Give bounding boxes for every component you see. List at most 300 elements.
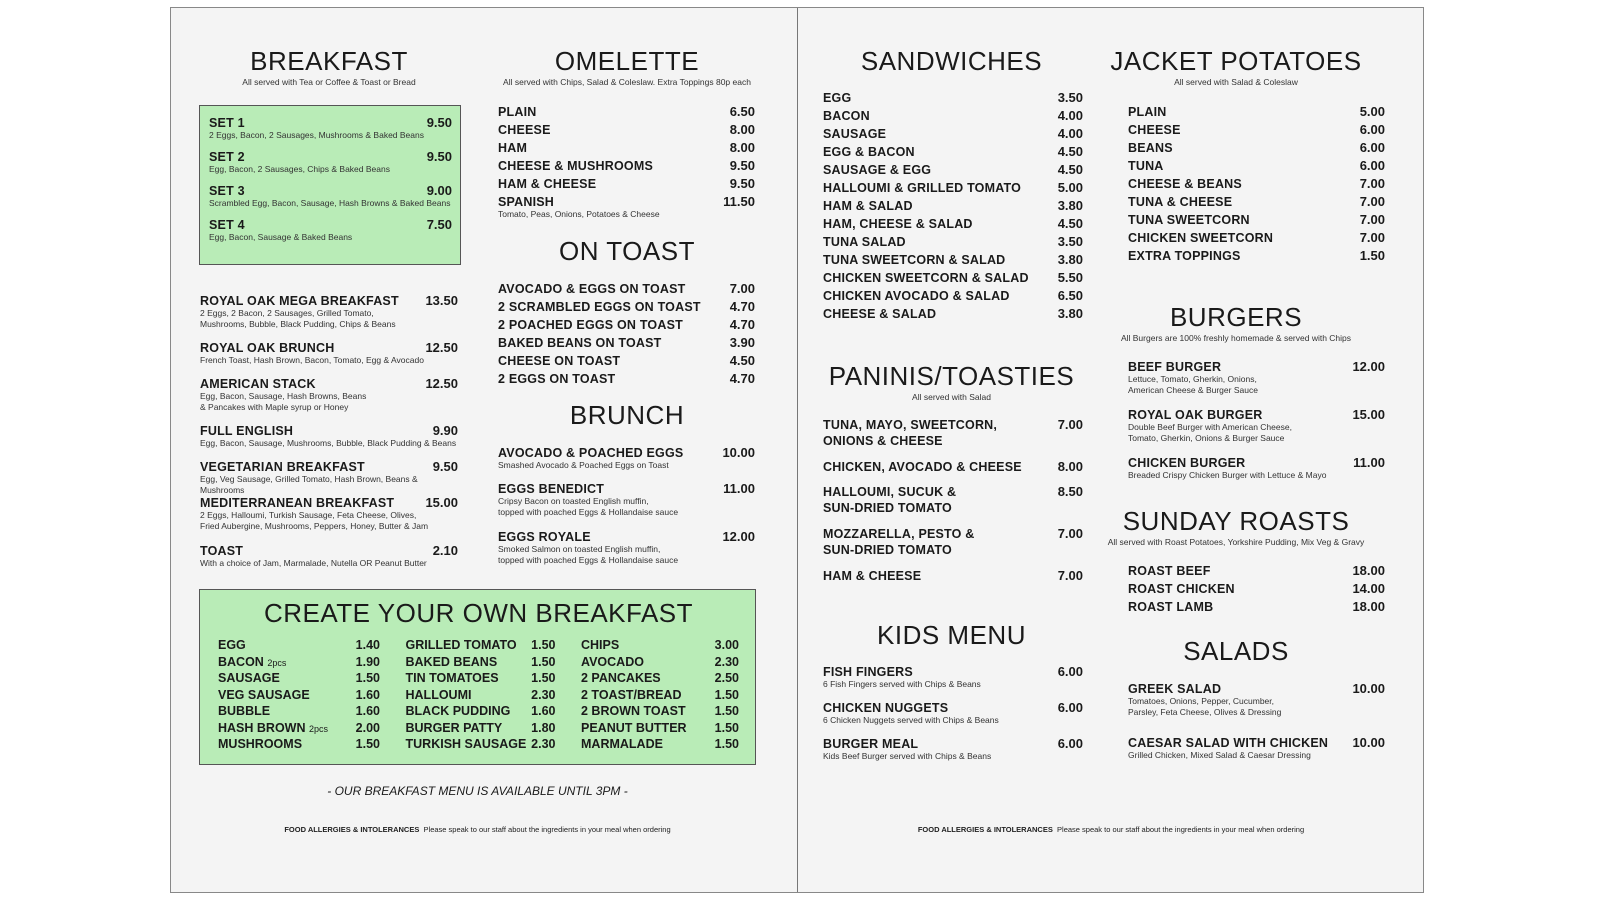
burgers-title: BURGERS	[1169, 302, 1303, 332]
item-name: EXTRA TOPPINGS	[1128, 249, 1241, 263]
sandwich-item	[823, 108, 1083, 126]
sandwich-item	[823, 306, 1083, 324]
jacket-item	[1128, 176, 1385, 194]
item-name: CHEESE & MUSHROOMS	[498, 159, 654, 173]
item-name: CHEESE	[498, 123, 551, 137]
item-desc: Lettuce, Tomato, Gherkin, Onions,	[1128, 374, 1257, 384]
item-price: 5.00	[1359, 104, 1385, 119]
cyo-name: SAUSAGE	[218, 671, 280, 686]
brunch-title: BRUNCH	[569, 400, 685, 430]
jacket-potatoes-subtitle: All served with Salad & Coleslaw	[1174, 77, 1298, 87]
item-price: 18.00	[1352, 599, 1385, 614]
item-name: CHICKEN AVOCADO & SALAD	[823, 289, 1010, 303]
sandwich-item	[823, 180, 1083, 198]
sandwich-item	[823, 270, 1083, 288]
item-price: 5.50	[1057, 270, 1083, 285]
cyo-price: 1.50	[714, 737, 739, 752]
item-name: CHEESE	[1128, 123, 1181, 137]
burger-item	[1128, 407, 1385, 455]
on-toast-item	[498, 371, 755, 389]
item-name: TUNA SWEETCORN	[1128, 213, 1250, 227]
item-name: SAUSAGE	[823, 127, 887, 141]
breakfast-item	[200, 376, 458, 423]
set-item	[209, 115, 452, 141]
item-desc: Fried Aubergine, Mushrooms, Peppers, Honey, Butter & Jam	[200, 521, 429, 531]
cyo-name: EGG	[218, 638, 246, 653]
item-desc: Mushrooms, Bubble, Black Pudding, Chips & Beans	[200, 319, 396, 329]
item-price: 12.00	[1352, 359, 1385, 374]
breakfast-item	[200, 459, 458, 495]
jacket-item	[1128, 248, 1385, 266]
item-desc: Breaded Crispy Chicken Burger with Lettuce & Mayo	[1128, 470, 1327, 480]
item-name: HAM & CHEESE	[823, 569, 922, 583]
item-name: CHICKEN NUGGETS	[823, 701, 949, 715]
cyo-item	[406, 670, 556, 687]
kids-item	[823, 664, 1083, 700]
on-toast-item	[498, 299, 755, 317]
item-price: 4.50	[729, 353, 755, 368]
cyo-price: 1.60	[531, 704, 556, 719]
brunch-item	[498, 529, 755, 566]
roast-item	[1128, 563, 1385, 581]
item-price: 6.00	[1359, 140, 1385, 155]
salads-title: SALADS	[1183, 636, 1289, 666]
item-name: ROYAL OAK BURGER	[1128, 408, 1263, 422]
cyo-item	[581, 736, 739, 753]
item-desc: Kids Beef Burger served with Chips & Beans	[823, 751, 992, 761]
cyo-item	[406, 703, 556, 720]
item-name: EGGS ROYALE	[498, 530, 591, 544]
item-price: 4.50	[1057, 162, 1083, 177]
item-price: 7.00	[1359, 230, 1385, 245]
item-name: HAM & CHEESE	[498, 177, 597, 191]
cyo-column	[406, 637, 556, 753]
item-price: 7.00	[1057, 417, 1083, 432]
brunch-item	[498, 445, 755, 481]
salads-list	[1128, 681, 1385, 761]
cyo-name: CHIPS	[581, 638, 620, 653]
item-name: CAESAR SALAD WITH CHICKEN	[1128, 736, 1329, 750]
cyo-name: VEG SAUSAGE	[218, 687, 310, 702]
jacket-item	[1128, 140, 1385, 158]
jacket-item	[1128, 230, 1385, 248]
item-price: 13.50	[425, 293, 458, 308]
kids-item	[823, 700, 1083, 736]
sandwich-item	[823, 234, 1083, 252]
item-price: 8.00	[729, 122, 755, 137]
cyo-item	[581, 687, 739, 704]
item-name: HAM	[498, 141, 528, 155]
item-price: 9.50	[729, 158, 755, 173]
cyo-name: PEANUT BUTTER	[581, 720, 687, 735]
item-price: 7.00	[1057, 568, 1083, 583]
item-name: TUNA, MAYO, SWEETCORN,	[823, 418, 998, 432]
item-price: 4.70	[729, 317, 755, 332]
item-price: 12.00	[722, 529, 755, 544]
allergy-footer-right	[821, 825, 1401, 834]
item-price: 12.50	[425, 340, 458, 355]
item-name: CHEESE & SALAD	[823, 307, 937, 321]
panini-item	[823, 417, 1083, 459]
item-desc: Egg, Veg Sausage, Grilled Tomato, Hash Brown, Beans & Mushrooms	[200, 474, 418, 495]
item-name: EGG & BACON	[823, 145, 915, 159]
item-desc: Double Beef Burger with American Cheese,	[1128, 422, 1292, 432]
item-name: 2 SCRAMBLED EGGS ON TOAST	[498, 300, 701, 314]
jacket-potatoes-list	[1128, 104, 1385, 266]
cyo-name: 2 PANCAKES	[581, 671, 661, 686]
omelette-item	[498, 122, 755, 140]
item-price: 11.00	[1353, 455, 1385, 470]
paninis-subtitle: All served with Salad	[912, 392, 991, 402]
item-desc: Grilled Chicken, Mixed Salad & Caesar Dressing	[1128, 750, 1311, 760]
item-desc: topped with poached Eggs & Hollandaise sauce	[498, 507, 679, 517]
item-name: BEANS	[1128, 141, 1173, 155]
item-desc: 2 Eggs, Halloumi, Turkish Sausage, Feta Cheese, Olives,	[200, 510, 417, 520]
on-toast-item	[498, 353, 755, 371]
cyo-item	[406, 654, 556, 671]
item-name: BAKED BEANS ON TOAST	[498, 336, 662, 350]
set-price: 9.50	[426, 115, 452, 130]
cyo-item	[406, 637, 556, 654]
item-name: ROAST CHICKEN	[1128, 582, 1235, 596]
omelette-title: OMELETTE	[554, 46, 700, 76]
item-price: 3.50	[1057, 234, 1083, 249]
item-name: ROAST BEEF	[1128, 564, 1211, 578]
item-desc: Cripsy Bacon on toasted English muffin,	[498, 496, 649, 506]
item-name: SPANISH	[498, 195, 555, 209]
jacket-item	[1128, 194, 1385, 212]
item-price: 10.00	[1352, 735, 1385, 750]
item-desc: With a choice of Jam, Marmalade, Nutella OR Peanut Butter	[200, 558, 427, 568]
allergy-footer-left	[199, 825, 756, 834]
sandwich-item	[823, 144, 1083, 162]
item-name: CHEESE & BEANS	[1128, 177, 1242, 191]
item-name: MEDITERRANEAN BREAKFAST	[200, 496, 395, 510]
item-desc: Smashed Avocado & Poached Eggs on Toast	[498, 460, 669, 470]
item-price: 3.50	[1057, 90, 1083, 105]
set-price: 9.50	[426, 149, 452, 164]
panini-item	[823, 484, 1083, 526]
item-price: 11.00	[723, 481, 755, 496]
cyo-price: 3.00	[714, 638, 739, 653]
burgers-list	[1128, 359, 1385, 481]
item-name: TUNA SALAD	[823, 235, 906, 249]
item-desc: & Pancakes with Maple syrup or Honey	[200, 402, 349, 412]
cyo-column	[218, 637, 380, 753]
omelette-item	[498, 140, 755, 158]
item-desc: Smoked Salmon on toasted English muffin,	[498, 544, 661, 554]
set-name: SET 4	[209, 218, 245, 232]
roast-item	[1128, 599, 1385, 617]
jacket-item	[1128, 212, 1385, 230]
cyo-item	[218, 703, 380, 720]
item-name: ROYAL OAK BRUNCH	[200, 341, 335, 355]
item-desc: topped with poached Eggs & Hollandaise sauce	[498, 555, 679, 565]
set-item	[209, 149, 452, 175]
cyo-price: 2.30	[531, 687, 556, 702]
item-price: 9.50	[729, 176, 755, 191]
breakfast-item	[200, 495, 458, 543]
item-name: BURGER MEAL	[823, 737, 919, 751]
menu-spread	[170, 7, 1424, 893]
breakfast-item	[200, 293, 458, 340]
breakfast-item	[200, 423, 458, 459]
item-price: 7.00	[1057, 526, 1083, 541]
sandwich-item	[823, 162, 1083, 180]
cyo-price: 2.30	[714, 654, 739, 669]
item-name: PLAIN	[498, 105, 537, 119]
item-price: 6.50	[1057, 288, 1083, 303]
cyo-item	[218, 670, 380, 687]
cyo-price: 1.50	[355, 671, 380, 686]
jacket-item	[1128, 122, 1385, 140]
item-price: 7.00	[1359, 194, 1385, 209]
sunday-roasts-subtitle: All served with Roast Potatoes, Yorkshire Pudding, Mix Veg & Gravy	[1107, 537, 1365, 547]
allergy-label: FOOD ALLERGIES & INTOLERANCES	[917, 825, 1053, 834]
item-name: EGG	[823, 91, 852, 105]
cyo-item	[581, 654, 739, 671]
jacket-item	[1128, 104, 1385, 122]
item-name: CHICKEN SWEETCORN & SALAD	[823, 271, 1029, 285]
sandwiches-title: SANDWICHES	[860, 46, 1043, 76]
create-your-own-grid	[218, 637, 739, 753]
item-name: AVOCADO & EGGS ON TOAST	[498, 282, 686, 296]
item-desc: French Toast, Hash Brown, Bacon, Tomato, Egg & Avocado	[200, 355, 424, 365]
set-item	[209, 217, 452, 243]
set-desc: Egg, Bacon, Sausage & Baked Beans	[209, 232, 353, 242]
kids-item	[823, 736, 1083, 762]
cyo-note: 2pcs	[308, 723, 328, 734]
cyo-price: 1.50	[355, 737, 380, 752]
item-price: 4.50	[1057, 144, 1083, 159]
sandwich-item	[823, 198, 1083, 216]
item-name: TUNA SWEETCORN & SALAD	[823, 253, 1006, 267]
item-price: 4.50	[1057, 216, 1083, 231]
cyo-name: 2 TOAST/BREAD	[581, 687, 682, 702]
item-desc: 2 Eggs, 2 Bacon, 2 Sausages, Grilled Tomato,	[200, 308, 374, 318]
item-price: 6.00	[1057, 736, 1083, 751]
jacket-potatoes-title: JACKET POTATOES	[1110, 46, 1362, 76]
item-price: 7.00	[1359, 176, 1385, 191]
item-name-line2: ONIONS & CHEESE	[823, 434, 943, 448]
item-price: 11.50	[723, 194, 755, 209]
item-name-line2: SUN-DRIED TOMATO	[823, 543, 952, 557]
cyo-price: 1.60	[355, 704, 380, 719]
set-name: SET 3	[209, 184, 245, 198]
set-menu-box	[199, 105, 461, 265]
on-toast-item	[498, 317, 755, 335]
item-price: 3.80	[1057, 252, 1083, 267]
burgers-subtitle: All Burgers are 100% freshly homemade & served with Chips	[1120, 333, 1352, 343]
cyo-item	[218, 720, 380, 737]
cyo-item	[218, 736, 380, 753]
cyo-item	[406, 720, 556, 737]
item-price: 6.00	[1359, 158, 1385, 173]
item-name: 2 POACHED EGGS ON TOAST	[498, 318, 683, 332]
item-price: 5.00	[1057, 180, 1083, 195]
item-name: HAM, CHEESE & SALAD	[823, 217, 973, 231]
panini-item	[823, 526, 1083, 568]
set-desc: 2 Eggs, Bacon, 2 Sausages, Mushrooms & Baked Beans	[209, 130, 424, 140]
cyo-price: 1.50	[714, 687, 739, 702]
item-name: BACON	[823, 109, 870, 123]
cyo-price: 1.80	[531, 720, 556, 735]
allergy-text: Please speak to our staff about the ingredients in your meal when ordering	[423, 825, 671, 834]
roast-item	[1128, 581, 1385, 599]
cyo-item	[581, 703, 739, 720]
item-name: SAUSAGE & EGG	[823, 163, 932, 177]
item-name: HAM & SALAD	[823, 199, 913, 213]
item-name: AMERICAN STACK	[200, 377, 316, 391]
page-divider	[797, 8, 798, 892]
omelette-item	[498, 194, 755, 220]
breakfast-item	[200, 543, 458, 573]
cyo-name: MARMALADE	[581, 737, 663, 752]
item-name: GREEK SALAD	[1128, 682, 1222, 696]
cyo-name: TIN TOMATOES	[405, 671, 499, 686]
breakfast-list	[200, 293, 458, 573]
item-name: FISH FINGERS	[823, 665, 913, 679]
on-toast-list	[498, 281, 755, 389]
item-name: TOAST	[200, 544, 244, 558]
cyo-price: 2.00	[355, 720, 380, 735]
set-name: SET 1	[209, 116, 245, 130]
cyo-item	[218, 654, 380, 671]
on-toast-item	[498, 335, 755, 353]
item-name: TUNA	[1128, 159, 1164, 173]
item-price: 7.00	[729, 281, 755, 296]
item-name: MOZZARELLA, PESTO &	[823, 527, 975, 541]
set-name: SET 2	[209, 150, 245, 164]
kids-menu-list	[823, 664, 1083, 762]
on-toast-item	[498, 281, 755, 299]
cyo-price: 2.50	[714, 671, 739, 686]
item-desc: Tomato, Peas, Onions, Potatoes & Cheese	[498, 209, 660, 219]
item-price: 3.80	[1057, 306, 1083, 321]
paninis-list	[823, 417, 1083, 588]
item-price: 18.00	[1352, 563, 1385, 578]
cyo-name: BACON	[218, 654, 264, 669]
item-price: 3.90	[729, 335, 755, 350]
cyo-price: 1.60	[355, 687, 380, 702]
item-price: 14.00	[1352, 581, 1385, 596]
item-price: 15.00	[1352, 407, 1385, 422]
item-price: 2.10	[432, 543, 458, 558]
item-name: AVOCADO & POACHED EGGS	[498, 446, 684, 460]
cyo-column	[581, 637, 739, 753]
item-name: HALLOUMI, SUCUK &	[823, 485, 957, 499]
item-desc: Tomato, Gherkin, Onions & Burger Sauce	[1128, 433, 1285, 443]
omelette-subtitle: All served with Chips, Salad & Coleslaw. Extra Toppings 80p each	[503, 77, 751, 87]
item-price: 6.00	[1359, 122, 1385, 137]
sandwich-item	[823, 216, 1083, 234]
on-toast-title: ON TOAST	[559, 236, 695, 266]
cyo-price: 1.40	[355, 638, 380, 653]
cyo-price: 1.50	[714, 720, 739, 735]
item-name: PLAIN	[1128, 105, 1167, 119]
item-name: CHICKEN SWEETCORN	[1128, 231, 1274, 245]
item-desc: Tomatoes, Onions, Pepper, Cucumber,	[1128, 696, 1274, 706]
item-price: 9.90	[432, 423, 458, 438]
omelette-list	[498, 104, 755, 220]
sandwich-item	[823, 252, 1083, 270]
omelette-item	[498, 104, 755, 122]
cyo-note: 2pcs	[267, 657, 287, 668]
item-price: 8.50	[1057, 484, 1083, 499]
kids-menu-title: KIDS MENU	[877, 620, 1026, 650]
item-price: 6.00	[1057, 700, 1083, 715]
set-price: 7.50	[426, 217, 452, 232]
cyo-price: 1.50	[531, 671, 556, 686]
panini-item	[823, 568, 1083, 588]
sunday-roasts-list	[1128, 563, 1385, 617]
cyo-price: 1.50	[714, 704, 739, 719]
cyo-price: 1.90	[355, 654, 380, 669]
cyo-name: BURGER PATTY	[405, 720, 503, 735]
item-price: 4.70	[729, 299, 755, 314]
item-name: CHICKEN, AVOCADO & CHEESE	[823, 460, 1022, 474]
breakfast-title: BREAKFAST	[250, 46, 408, 76]
item-name: CHICKEN BURGER	[1128, 456, 1246, 470]
item-price: 1.50	[1359, 248, 1385, 263]
item-desc: Egg, Bacon, Sausage, Hash Browns, Beans	[200, 391, 367, 401]
cyo-item	[581, 637, 739, 654]
item-price: 10.00	[1352, 681, 1385, 696]
allergy-text: Please speak to our staff about the ingredients in your meal when ordering	[1057, 825, 1305, 834]
cyo-name: GRILLED TOMATO	[405, 638, 517, 653]
cyo-name: TURKISH SAUSAGE	[405, 737, 527, 752]
item-name: VEGETARIAN BREAKFAST	[200, 460, 365, 474]
cyo-price: 1.50	[531, 654, 556, 669]
create-your-own-box	[199, 589, 756, 765]
brunch-list	[498, 445, 755, 566]
item-name: HALLOUMI & GRILLED TOMATO	[823, 181, 1022, 195]
cyo-item	[406, 736, 556, 753]
item-name: TUNA & CHEESE	[1128, 195, 1233, 209]
paninis-title: PANINIS/TOASTIES	[828, 361, 1075, 391]
sunday-roasts-title: SUNDAY ROASTS	[1122, 506, 1350, 536]
salad-item	[1128, 735, 1385, 761]
item-price: 8.00	[1057, 459, 1083, 474]
set-desc: Scrambled Egg, Bacon, Sausage, Hash Browns & Baked Beans	[209, 198, 451, 208]
item-price: 4.70	[729, 371, 755, 386]
item-name: EGGS BENEDICT	[498, 482, 605, 496]
item-desc: Egg, Bacon, Sausage, Mushrooms, Bubble, Black Pudding & Beans	[200, 438, 457, 448]
cyo-name: HALLOUMI	[405, 687, 472, 702]
panini-item	[823, 459, 1083, 484]
item-price: 7.00	[1359, 212, 1385, 227]
create-your-own-title: CREATE YOUR OWN BREAKFAST	[263, 598, 694, 628]
item-desc: American Cheese & Burger Sauce	[1128, 385, 1258, 395]
item-desc: Parsley, Feta Cheese, Olives & Dressing	[1128, 707, 1282, 717]
item-name: 2 EGGS ON TOAST	[498, 372, 616, 386]
cyo-item	[406, 687, 556, 704]
item-name: CHEESE ON TOAST	[498, 354, 621, 368]
sandwich-item	[823, 90, 1083, 108]
burger-item	[1128, 455, 1385, 481]
burger-item	[1128, 359, 1385, 407]
item-name: BEEF BURGER	[1128, 360, 1222, 374]
salad-item	[1128, 681, 1385, 735]
cyo-name: MUSHROOMS	[218, 737, 303, 752]
cyo-name: HASH BROWN	[218, 720, 306, 735]
allergy-label: FOOD ALLERGIES & INTOLERANCES	[284, 825, 420, 834]
cyo-name: BAKED BEANS	[405, 654, 498, 669]
item-name: ROAST LAMB	[1128, 600, 1214, 614]
item-price: 8.00	[729, 140, 755, 155]
sandwich-item	[823, 126, 1083, 144]
item-price: 4.00	[1057, 108, 1083, 123]
